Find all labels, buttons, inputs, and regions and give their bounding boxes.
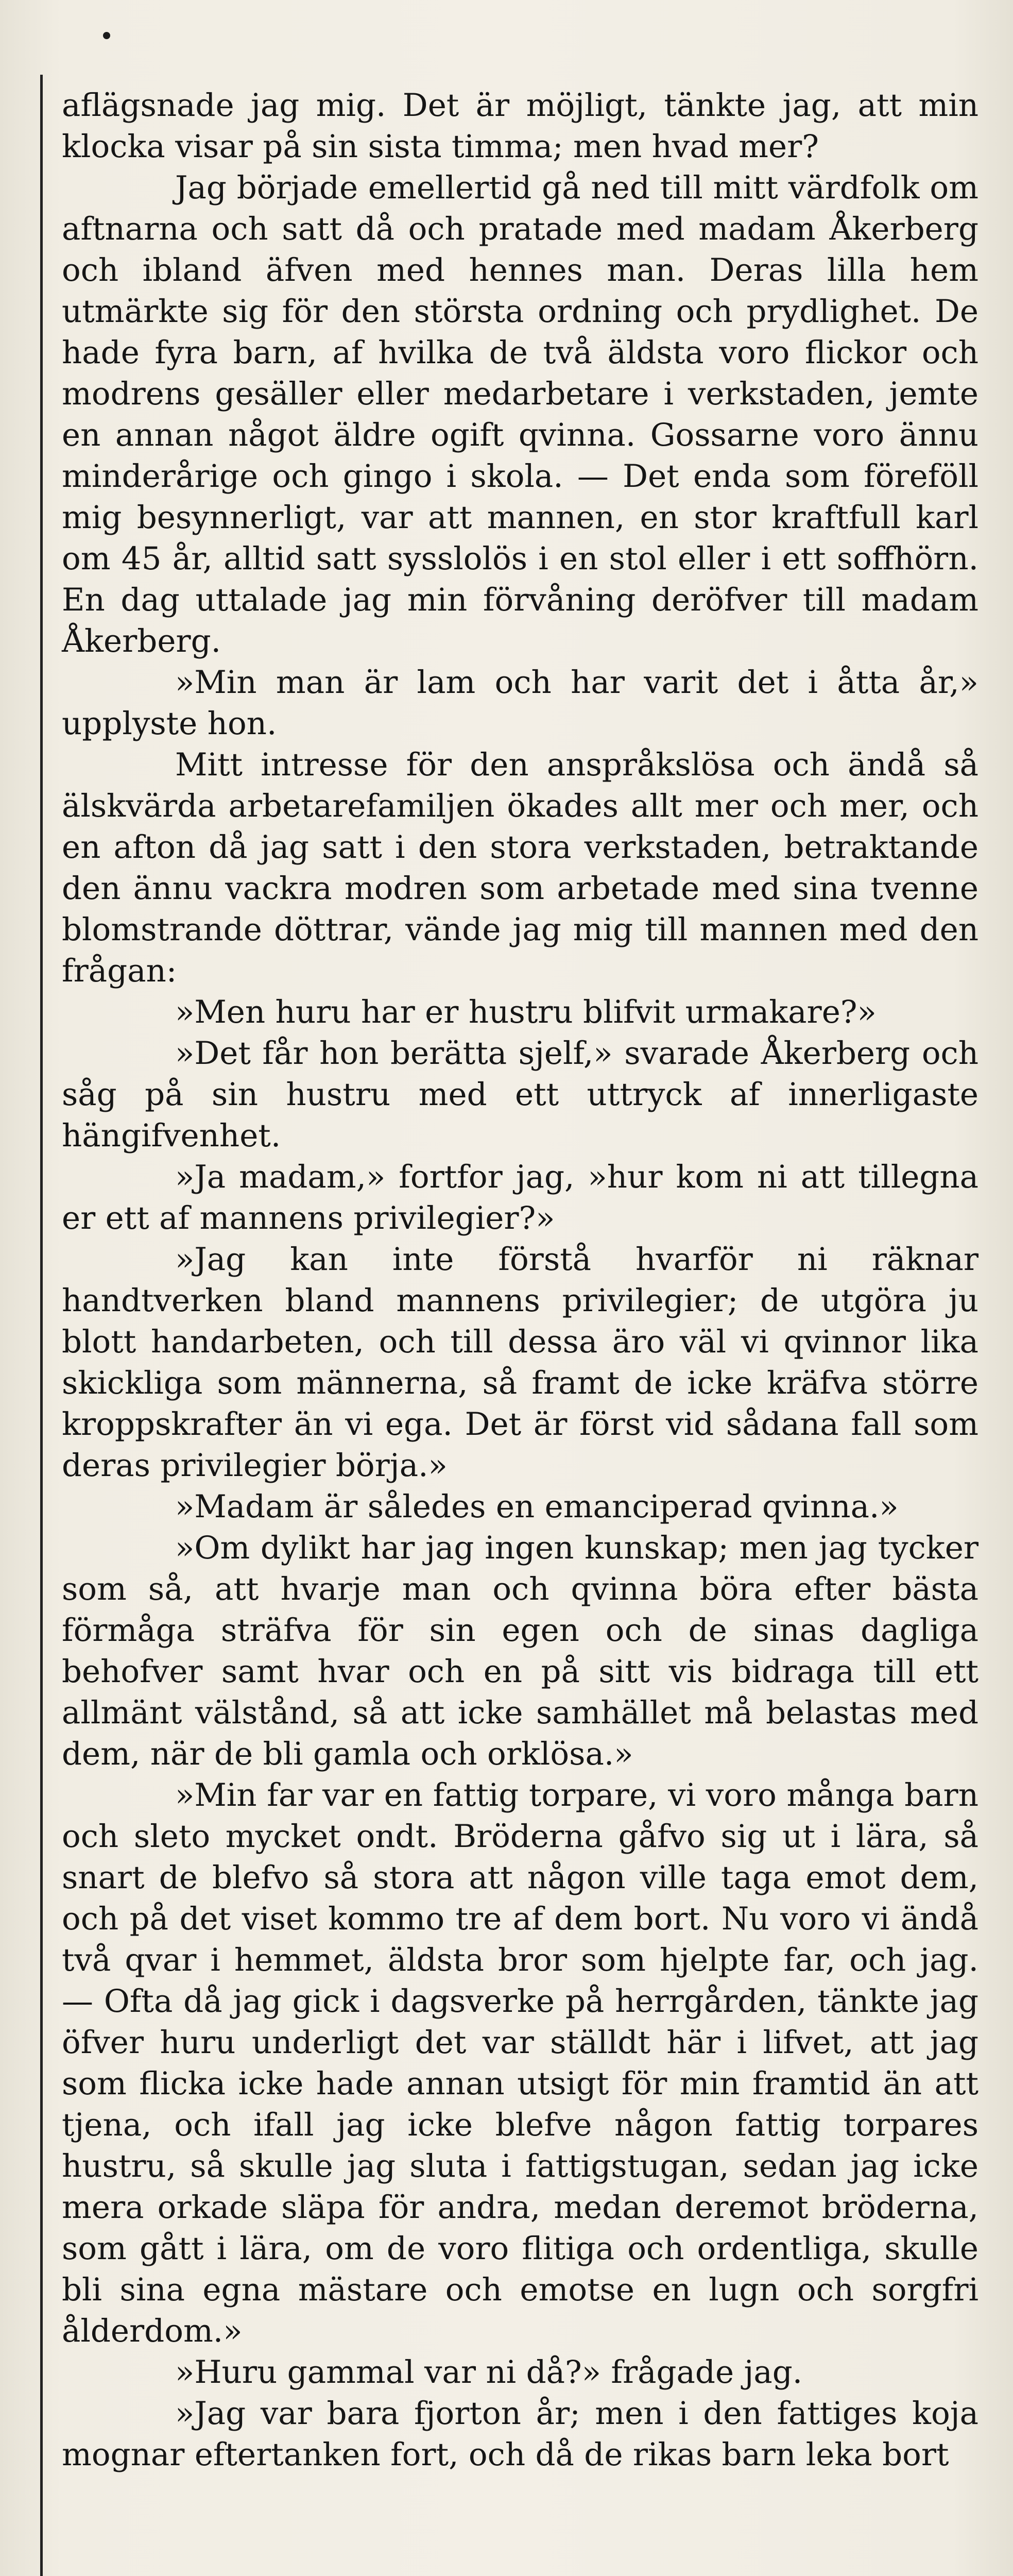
paragraph-3: »Min man är lam och har varit det i åtta år,» upplyste hon.	[62, 664, 978, 742]
paragraph-5: »Men huru har er hustru blifvit urmakare?»	[175, 994, 877, 1030]
paragraph-1: aflägsnade jag mig. Det är möjligt, tänkte jag, att min klocka visar på sin sista timma; men hvad mer?	[62, 87, 978, 165]
paragraph-10: »Om dylikt har jag ingen kunskap; men jag tycker som så, att hvarje man och qvinna böra efter bästa förmåga sträfva för sin egen och de sinas dagliga behofver samt hvar och en på sitt vis bidraga till ett allmänt välstånd, så att icke samhället må belastas med dem, när de bli gamla och orklösa.»	[62, 1530, 978, 1772]
article-text-column	[62, 85, 978, 2476]
paragraph-4: Mitt intresse för den anspråkslösa och ändå så älskvärda arbetarefamiljen ökades allt mer och mer, och en afton då jag satt i den stora verkstaden, betraktande den ännu vackra modren som arbetade med sina tvenne blomstrande döttrar, vände jag mig till mannen med den frågan:	[62, 747, 978, 989]
paragraph-6: »Det får hon berätta sjelf,» svarade Åkerberg och såg på sin hustru med ett uttryck af innerligaste hängifvenhet.	[62, 1035, 978, 1154]
paragraph-2: Jag började emellertid gå ned till mitt värdfolk om aftnarna och satt då och pratade med madam Åkerberg och ibland äfven med hennes man. Deras lilla hem utmärkte sig för den största ordning och prydlighet. De hade fyra barn, af hvilka de två äldsta voro flickor och modrens gesäller eller medarbetare i verkstaden, jemte en annan något äldre ogift qvinna. Gossarne voro ännu minderårige och gingo i skola. — Det enda som föreföll mig besynnerligt, var att mannen, en stor kraftfull karl om 45 år, alltid satt sysslolös i en stol eller i ett soffhörn. En dag uttalade jag min förvåning deröfver till madam Åkerberg.	[62, 170, 978, 659]
ink-dot	[103, 32, 110, 39]
paragraph-11: »Min far var en fattig torpare, vi voro många barn och sleto mycket ondt. Bröderna gåfvo sig ut i lära, så snart de blefvo så stora att någon ville taga emot dem, och på det viset kommo tre af dem bort. Nu voro vi ändå två qvar i hemmet, äldsta bror som hjelpte far, och jag. — Ofta då jag gick i dagsverke på herrgården, tänkte jag öfver huru underligt det var ställdt här i lifvet, att jag som flicka icke hade annan utsigt för min framtid än att tjena, och ifall jag icke blefve någon fattig torpares hustru, så skulle jag sluta i fattigstugan, sedan jag icke mera orkade släpa för andra, medan deremot bröderna, som gått i lära, om de voro flitiga och ordentliga, skulle bli sina egna mästare och emotse en lugn och sorgfri ålderdom.»	[62, 1777, 978, 2349]
paragraph-8: »Jag kan inte förstå hvarför ni räknar handtverken bland mannens privilegier; de utgöra ju blott handarbeten, och till dessa äro väl vi qvinnor lika skickliga som männerna, så framt de icke kräfva större kroppskrafter än vi ega. Det är först vid sådana fall som deras privilegier börja.»	[62, 1241, 978, 1484]
paragraph-13: »Jag var bara fjorton år; men i den fattiges koja mognar eftertanken fort, och då de rikas barn leka bort	[62, 2395, 978, 2473]
paragraph-7: »Ja madam,» fortfor jag, »hur kom ni att tillegna er ett af mannens privilegier?»	[62, 1159, 978, 1236]
paragraph-12: »Huru gammal var ni då?» frågade jag.	[175, 2354, 803, 2391]
column-rule	[40, 75, 43, 2576]
paragraph-9: »Madam är således en emanciperad qvinna.»	[175, 1488, 899, 1525]
